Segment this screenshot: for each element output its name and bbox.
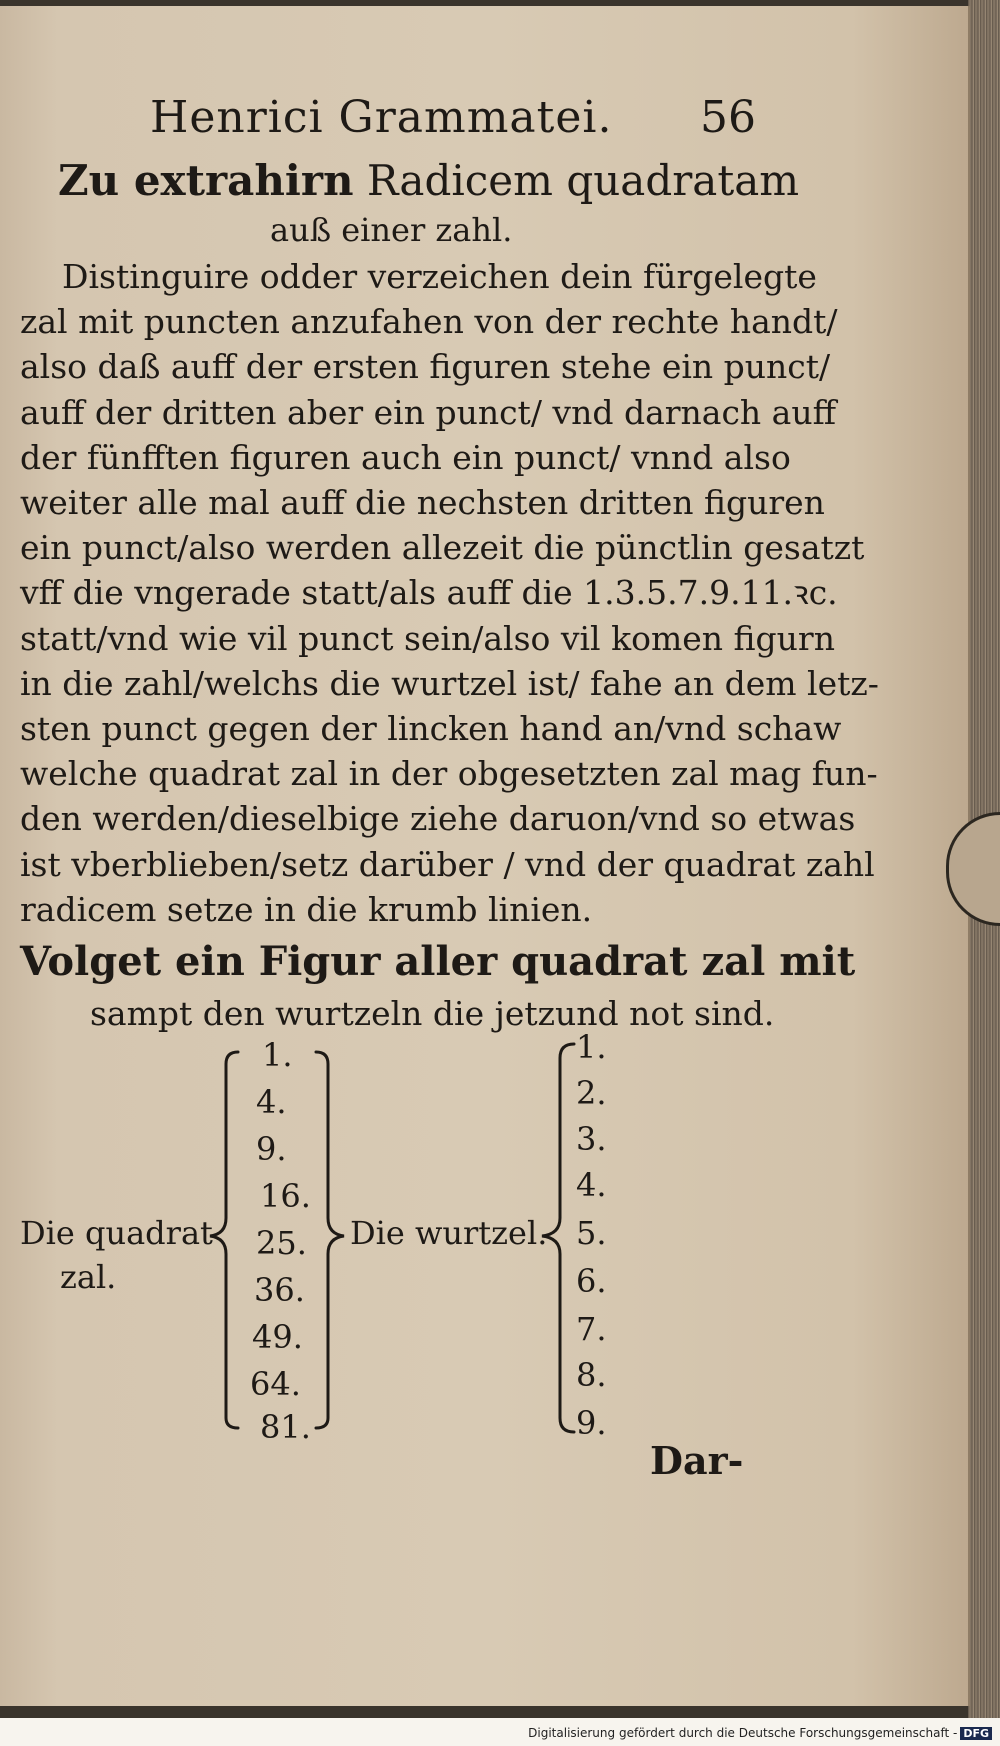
root-value: 1. xyxy=(576,1028,607,1066)
running-head-title: Henrici Grammatei. xyxy=(150,92,613,143)
section-heading-line2: auß einer zahl. xyxy=(270,211,513,249)
root-value: 3. xyxy=(576,1120,607,1158)
square-value: 9. xyxy=(256,1130,287,1168)
body-line: weiter alle mal auff die nechsten dritten figuren xyxy=(20,483,825,523)
body-line: der fünfften figuren auch ein punct/ vnnd also xyxy=(20,437,791,477)
square-value: 49. xyxy=(252,1318,303,1356)
square-value: 36. xyxy=(254,1271,305,1309)
book-page xyxy=(0,6,970,1706)
square-value: 1. xyxy=(262,1036,293,1074)
table-heading-line2: sampt den wurtzeln die jetzund not sind. xyxy=(90,994,775,1033)
body-paragraph xyxy=(20,254,879,932)
squares-label-line2: zal. xyxy=(60,1258,117,1296)
root-value: 5. xyxy=(576,1214,607,1252)
root-value: 8. xyxy=(576,1356,607,1394)
body-line: zal mit puncten anzufahen von der rechte handt/ xyxy=(20,302,838,342)
root-value: 4. xyxy=(576,1166,607,1204)
root-value: 7. xyxy=(576,1310,607,1348)
body-line: ein punct/also werden allezeit die pünctlin gesatzt xyxy=(20,528,865,568)
body-line: also daß auff der ersten figuren stehe ein punct/ xyxy=(20,347,831,387)
squares-table xyxy=(0,1028,968,1456)
body-line: sten punct gegen der lincken hand an/vnd schaw xyxy=(20,709,842,749)
body-line: ist vberblieben/setz darüber / vnd der quadrat zahl xyxy=(20,844,875,884)
root-value: 9. xyxy=(576,1404,607,1442)
section-heading-part2: Radicem quadratam xyxy=(366,156,800,205)
running-head xyxy=(0,92,968,152)
root-value: 6. xyxy=(576,1262,607,1300)
dfg-logo: DFG xyxy=(960,1727,992,1740)
body-line: den werden/dieselbige ziehe daruon/vnd so etwas xyxy=(20,799,856,839)
body-line: statt/vnd wie vil punct sein/also vil komen figurn xyxy=(20,618,835,658)
body-line: welche quadrat zal in der obgesetzten zal mag fun- xyxy=(20,754,878,794)
squares-label: Die quadrat xyxy=(20,1214,213,1252)
body-line: vff die vngerade statt/als auff die 1.3.5.7.9.11.ꝛc. xyxy=(20,573,838,613)
square-value: 4. xyxy=(256,1083,287,1121)
root-value: 2. xyxy=(576,1074,607,1112)
funding-footer xyxy=(528,1726,992,1740)
section-heading xyxy=(58,156,799,205)
body-line: Distinguire odder verzeichen dein fürgelegte xyxy=(62,257,817,296)
catchword: Dar- xyxy=(650,1438,744,1483)
table-heading: Volget ein Figur aller quadrat zal mit xyxy=(20,938,856,985)
body-line: in die zahl/welchs die wurtzel ist/ fahe an dem letz- xyxy=(20,663,879,703)
footer-text: Digitalisierung gefördert durch die Deutsche Forschungsgemeinschaft - xyxy=(528,1726,958,1740)
square-value: 81. xyxy=(260,1408,311,1446)
roots-label: Die wurtzel. xyxy=(350,1214,548,1252)
square-value: 25. xyxy=(256,1224,307,1262)
body-line: radicem setze in die krumb linien. xyxy=(20,889,593,929)
square-value: 64. xyxy=(250,1365,301,1403)
square-value: 16. xyxy=(260,1177,311,1215)
section-heading-part1: Zu extrahirn xyxy=(58,156,354,205)
page-number: 56 xyxy=(700,92,756,143)
body-line: auff der dritten aber ein punct/ vnd darnach auff xyxy=(20,392,837,432)
